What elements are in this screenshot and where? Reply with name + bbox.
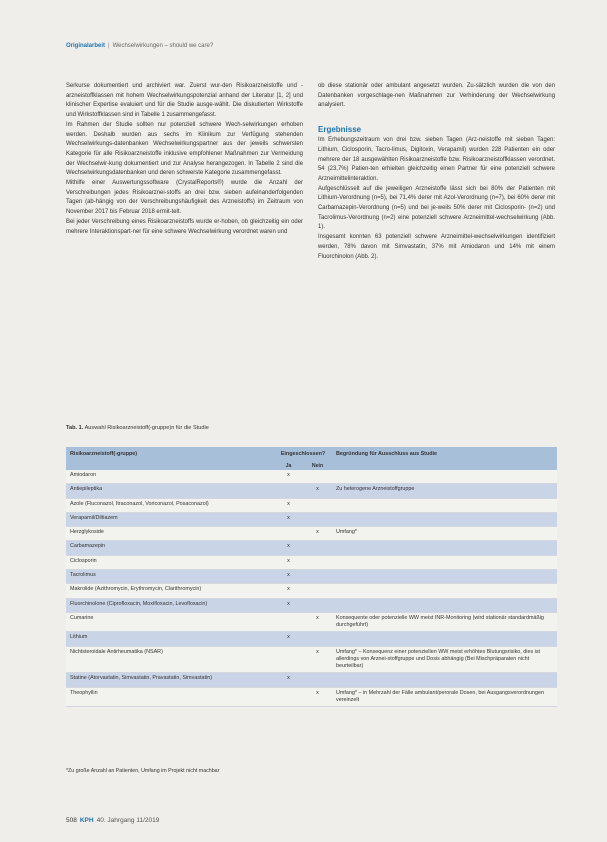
exclusion-reason-cell: Umfang* – Konsequenz einer potenziellen WW meist erhöhtes Blutungsrisiko, dies ist allerdings von Arznei-stoffgruppe und Dosis abhängig (Bei Mischpräparaten nicht beurteilbar): [332, 646, 557, 673]
table-caption-label: Tab. 1.: [66, 425, 84, 431]
included-yes-cell: [274, 527, 303, 541]
journal-volume: 40. Jahrgang 11/2019: [96, 817, 160, 824]
included-yes-cell: x: [274, 632, 303, 646]
included-no-cell: x: [303, 527, 332, 541]
included-yes-cell: x: [274, 512, 303, 526]
exclusion-reason-cell: [332, 584, 557, 598]
included-no-cell: [303, 673, 332, 687]
drug-name-cell: Theophyllin: [66, 687, 274, 706]
exclusion-reason-cell: [332, 541, 557, 555]
included-no-cell: [303, 470, 332, 484]
included-yes-cell: [274, 484, 303, 498]
paragraph: Bei jeder Verschreibung eines Risikoarzneistoffs wurde er-hoben, ob gleichzeitig ein oder mehrere Interaktionspart-ner für eine schwere Wechselwirkung verordnet waren und: [66, 218, 303, 235]
table-row: [66, 646, 557, 673]
table-row: [66, 470, 557, 484]
drug-name-cell: Fluorchinolone (Ciprofloxacin, Moxifloxacin, Levofloxacin): [66, 598, 274, 612]
included-yes-cell: x: [274, 541, 303, 555]
col-header-spacer: [332, 461, 557, 470]
paragraph: Im Erhebungszeitraum von drei bzw. sieben Tagen (Arz-neistoffe mit sieben Tagen: Lithium, Ciclosporin, Tacro-limus, Digitoxin, Verapamil) wurden 228 Patienten ein oder mehrere der 18 ausgewählten Risikoarzneistoffe bzw. Risikoarzneistoffklassen verordnet. 54 (23,7%) Patien-ten erhielten gleichzeitig einen Partner für eine potenziell schwere Arzneimittelinteraktion.: [318, 137, 555, 182]
col-header-included: Eingeschlossen?: [274, 447, 332, 461]
table-row: [66, 612, 557, 631]
exclusion-reason-cell: [332, 470, 557, 484]
exclusion-reason-cell: [332, 598, 557, 612]
table-row: [66, 541, 557, 555]
page-number: 508: [66, 817, 77, 824]
drug-name-cell: Carbamazepin: [66, 541, 274, 555]
page-footer: [66, 817, 159, 824]
included-no-cell: x: [303, 484, 332, 498]
col-header-yes: Ja: [274, 461, 303, 470]
included-no-cell: [303, 498, 332, 512]
included-yes-cell: x: [274, 598, 303, 612]
drug-name-cell: Lithium: [66, 632, 274, 646]
table-caption: [66, 425, 209, 431]
included-no-cell: x: [303, 646, 332, 673]
exclusion-reason-cell: [332, 632, 557, 646]
paragraph: Serkurse dokumentiert und archiviert war. Zuerst wur-den Risikoarzneistoffe und -arzneistoffklassen mit hohem Wechselwirkungspotenzial anhand der Literatur [1, 2] und klinischer Expertise evaluiert und für die Studie ausge-wählt. Die diskutierten Wirkstoffe und Wirkstoffklassen sind in Tabelle 1 zusammengefasst.: [66, 83, 303, 119]
header-separator: |: [108, 43, 110, 49]
drug-name-cell: Tacrolimus: [66, 570, 274, 584]
exclusion-reason-cell: Konsequente oder potenzielle WW meist INR-Monitoring (wird stationär standardmäßig durchgeführt): [332, 612, 557, 631]
included-yes-cell: [274, 612, 303, 631]
drug-name-cell: Herzglykoside: [66, 527, 274, 541]
included-yes-cell: x: [274, 584, 303, 598]
included-yes-cell: x: [274, 498, 303, 512]
section-label: Originalarbeit: [66, 43, 106, 49]
included-no-cell: [303, 512, 332, 526]
col-header-no: Nein: [303, 461, 332, 470]
included-no-cell: x: [303, 687, 332, 706]
included-yes-cell: x: [274, 470, 303, 484]
table-row: [66, 687, 557, 706]
journal-brand: KPH: [79, 817, 94, 824]
table-row: [66, 598, 557, 612]
paragraph: Insgesamt konnten 63 potenziell schwere Arzneimittel-wechselwirkungen identifiziert werden, 78% davon mit Simvastatin, 37% mit Amiodaron und 14% mit einem Fluorchinolon (Abb. 2).: [318, 234, 555, 260]
exclusion-reason-cell: Umfang* – in Mehrzahl der Fälle ambulant/perorale Dosen, bei Ausgangsverordnungen vereinzelt: [332, 687, 557, 706]
exclusion-reason-cell: [332, 570, 557, 584]
paragraph: ob diese stationär oder ambulant angesetzt wurden. Zu-sätzlich wurden die von den Datenbanken vorgeschlage-nen Maßnahmen zur Verhinderung der Wechselwirkung analysiert.: [318, 83, 555, 109]
drug-name-cell: Statine (Atorvastatin, Simvastatin, Pravastatin, Simvastatin): [66, 673, 274, 687]
col-header-spacer: [66, 461, 274, 470]
included-yes-cell: x: [274, 570, 303, 584]
included-no-cell: x: [303, 612, 332, 631]
table-row: [66, 527, 557, 541]
exclusion-reason-cell: [332, 555, 557, 569]
exclusion-reason-cell: [332, 498, 557, 512]
exclusion-reason-cell: [332, 673, 557, 687]
left-column: [66, 82, 303, 237]
page-header: [66, 43, 213, 49]
drug-name-cell: Makrolide (Azithromycin, Erythromycin, Clarithromycin): [66, 584, 274, 598]
table-row: [66, 498, 557, 512]
drug-name-cell: Ciclosporin: [66, 555, 274, 569]
included-no-cell: [303, 584, 332, 598]
table-row: [66, 570, 557, 584]
col-header-reason: Begründung für Ausschluss aus Studie: [332, 447, 557, 461]
table-body: [66, 470, 557, 706]
drug-name-cell: Cumarine: [66, 612, 274, 631]
exclusion-reason-cell: [332, 512, 557, 526]
included-no-cell: [303, 570, 332, 584]
article-topic: Wechselwirkungen – should we care?: [112, 43, 214, 49]
drug-name-cell: Antiepileptika: [66, 484, 274, 498]
col-header-group: Risikoarzneistoff(-gruppe): [66, 447, 274, 461]
table-row: [66, 584, 557, 598]
paragraph: Im Rahmen der Studie sollten nur potenziell schwere Wech-selwirkungen erhoben werden. Deshalb wurden aus sechs im Klinikum zur Verfügung stehenden Wechselwirkungs-datenbanken Wechselwirkungspartner aus der jeweils schwersten Kategorie für alle Risikoarzneistoffe inklusive empfohlener Maßnahmen zur Vermeidung der Wechselwir-kung dokumentiert und zur Analyse herangezogen. In Tabelle 2 sind die Wechselwirkungsdatenbanken und deren schwerste Kategorie zusammengefasst.: [66, 121, 303, 177]
table-row: [66, 632, 557, 646]
drug-name-cell: Nichtsteroidale Antirheumatika (NSAR): [66, 646, 274, 673]
table-row: [66, 512, 557, 526]
included-no-cell: [303, 541, 332, 555]
table-row: [66, 555, 557, 569]
exclusion-reason-cell: Umfang*: [332, 527, 557, 541]
included-yes-cell: x: [274, 673, 303, 687]
table-row: [66, 484, 557, 498]
included-yes-cell: x: [274, 555, 303, 569]
paragraph: Aufgeschlüsselt auf die jeweiligen Arzneistoffe lässt sich bei 80% der Patienten mit Lithium-Verordnung (n=5), bei 71,4% derer mit Azol-Verordnung (n=7), bei 60% derer mit Carbamazepin-Verordnung (n=5) und bei je-weils 50% derer mit Ciclosporin- (n=2) und Tacrolimus-Verordnung (n=2) eine potenziell schwere Arzneimittel-wechselwirkung (Abb. 1).: [318, 185, 555, 231]
included-yes-cell: [274, 646, 303, 673]
table-caption-text: Auswahl Risikoarzneistoff(-gruppe)n für die Studie: [84, 425, 209, 431]
table-row: [66, 673, 557, 687]
paragraph: Mithilfe einer Auswertungssoftware (CrystalReports®) wurde die Anzahl der Verschreibungen jedes Risikoarznei-stoffs an drei bzw. sieben aufeinanderfolgenden Tagen (ab-hängig von der Verschreibungshäufigkeit des Arzneistoffs) im Zeitraum von November 2017 bis Februar 2018 ermit-telt.: [66, 180, 303, 216]
risk-drug-table: [66, 447, 557, 707]
right-column: [318, 82, 555, 262]
section-heading: Ergebnisse: [318, 125, 362, 135]
exclusion-reason-cell: Zu heterogene Arzneistoffgruppe: [332, 484, 557, 498]
drug-name-cell: Amiodaron: [66, 470, 274, 484]
included-no-cell: [303, 555, 332, 569]
table-footnote: *Zu große Anzahl an Patienten, Umfang im Projekt nicht machbar: [66, 768, 220, 774]
included-no-cell: [303, 632, 332, 646]
included-yes-cell: [274, 687, 303, 706]
included-no-cell: [303, 598, 332, 612]
drug-name-cell: Verapamil/Diltiazem: [66, 512, 274, 526]
drug-name-cell: Azole (Fluconazol, Itraconazol, Voriconazol, Posaconazol): [66, 498, 274, 512]
